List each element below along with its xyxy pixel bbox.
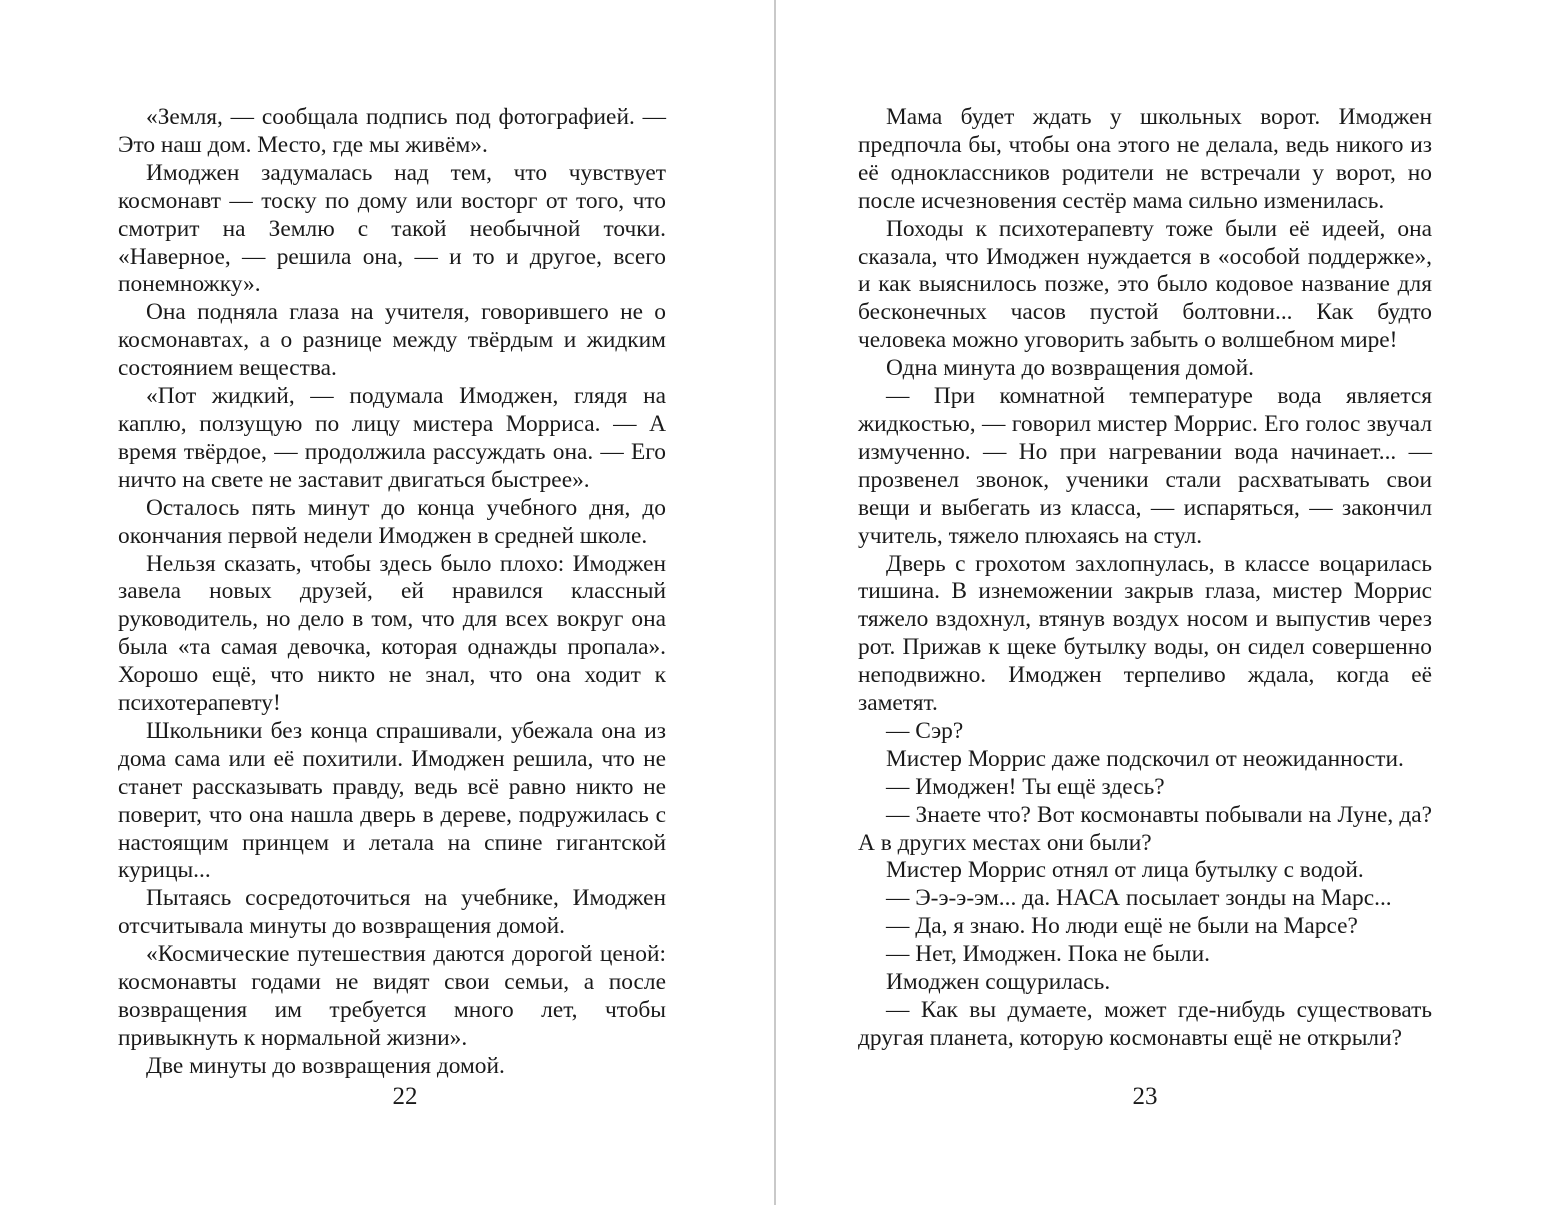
paragraph: Пытаясь сосредоточиться на учебнике, Имоджен отсчитывала минуты до возвращения домой.	[118, 885, 666, 940]
paragraph: Мама будет ждать у школьных ворот. Имоджен предпочла бы, чтобы она этого не делала, ведь никого из её одноклассников родители не встречали у ворот, но после исчезновения сестёр мама сильно изменилась.	[858, 104, 1432, 214]
paragraph: Она подняла глаза на учителя, говорившего не о космонавтах, а о разнице между твёрдым и жидким состоянием вещества.	[118, 299, 666, 382]
page-number-right: 23	[1132, 1083, 1158, 1110]
right-page-text	[858, 104, 1432, 1053]
paragraph: Мистер Моррис отнял от лица бутылку с водой.	[886, 857, 1364, 884]
paragraph: «Земля, — сообщала подпись под фотографией. — Это наш дом. Место, где мы живём».	[118, 104, 666, 158]
page-gutter-divider	[774, 0, 776, 1205]
paragraph: Походы к психотерапевту тоже были её идеей, она сказала, что Имоджен нуждается в «особой поддержке», и как выяснилось позже, это было кодовое название для бесконечных часов пустой болтовни... Как будто человека можно уговорить забыть о волшебном мире!	[858, 215, 1432, 354]
paragraph: — Да, я знаю. Но люди ещё не были на Марсе?	[886, 913, 1358, 940]
left-page-text	[118, 104, 666, 1081]
paragraph: Одна минута до возвращения домой.	[886, 355, 1254, 382]
page-number-left: 22	[392, 1083, 418, 1110]
paragraph: «Пот жидкий, — подумала Имоджен, глядя на каплю, ползущую по лицу мистера Морриса. — А время твёрдое, — продолжила рассуждать она. — Его ничто на свете не заставит двигаться быстрее».	[118, 383, 666, 493]
paragraph: — Э-э-э-эм... да. НАСА посылает зонды на Марс...	[886, 885, 1392, 912]
paragraph: Нельзя сказать, чтобы здесь было плохо: Имоджен завела новых друзей, ей нравился классный руководитель, но дело в том, что для всех вокруг она была «та самая девочка, которая однажды пропала». Хорошо ещё, что никто не знал, что она ходит к психотерапевту!	[118, 550, 666, 717]
paragraph: — Знаете что? Вот космонавты побывали на Луне, да? А в других местах они были?	[858, 801, 1432, 856]
paragraph: — Нет, Имоджен. Пока не были.	[886, 941, 1210, 968]
paragraph: — Сэр?	[886, 717, 964, 744]
paragraph: Дверь с грохотом захлопнулась, в классе воцарилась тишина. В изнеможении закрыв глаза, мистер Моррис тяжело вздохнул, втянув воздух носом и выпустив через рот. Прижав к щеке бутылку воды, он сидел совершенно неподвижно. Имоджен терпеливо ждала, когда её заметят.	[858, 550, 1432, 717]
paragraph: Две минуты до возвращения домой.	[146, 1052, 505, 1079]
paragraph: — Как вы думаете, может где-нибудь существовать другая планета, которую космонавты ещё не открыли?	[858, 997, 1432, 1051]
paragraph: «Космические путешествия даются дорогой ценой: космонавты годами не видят свои семьи, а после возвращения им требуется много лет, чтобы привыкнуть к нормальной жизни».	[118, 941, 666, 1051]
paragraph: Школьники без конца спрашивали, убежала она из дома сама или её похитили. Имоджен решила, что не станет рассказывать правду, ведь всё равно никто не поверит, что она нашла дверь в дереве, подружилась с настоящим принцем и летала на спине гигантской курицы...	[118, 717, 666, 884]
paragraph: Имоджен задумалась над тем, что чувствует космонавт — тоску по дому или восторг от того, что смотрит на Землю с такой необычной точки. «Наверное, — решила она, — и то и другое, всего понемножку».	[118, 159, 666, 298]
paragraph: Осталось пять минут до конца учебного дня, до окончания первой недели Имоджен в средней школе.	[118, 494, 666, 549]
paragraph: Мистер Моррис даже подскочил от неожиданности.	[886, 745, 1404, 772]
paragraph: — При комнатной температуре вода является жидкостью, — говорил мистер Моррис. Его голос звучал измученно. — Но при нагревании вода начинает... — прозвенел звонок, ученики стали расхватывать свои вещи и выбегать из класса, — испаряться, — закончил учитель, тяжело плюхаясь на стул.	[858, 383, 1432, 549]
paragraph: — Имоджен! Ты ещё здесь?	[886, 773, 1165, 800]
paragraph: Имоджен сощурилась.	[886, 969, 1111, 996]
